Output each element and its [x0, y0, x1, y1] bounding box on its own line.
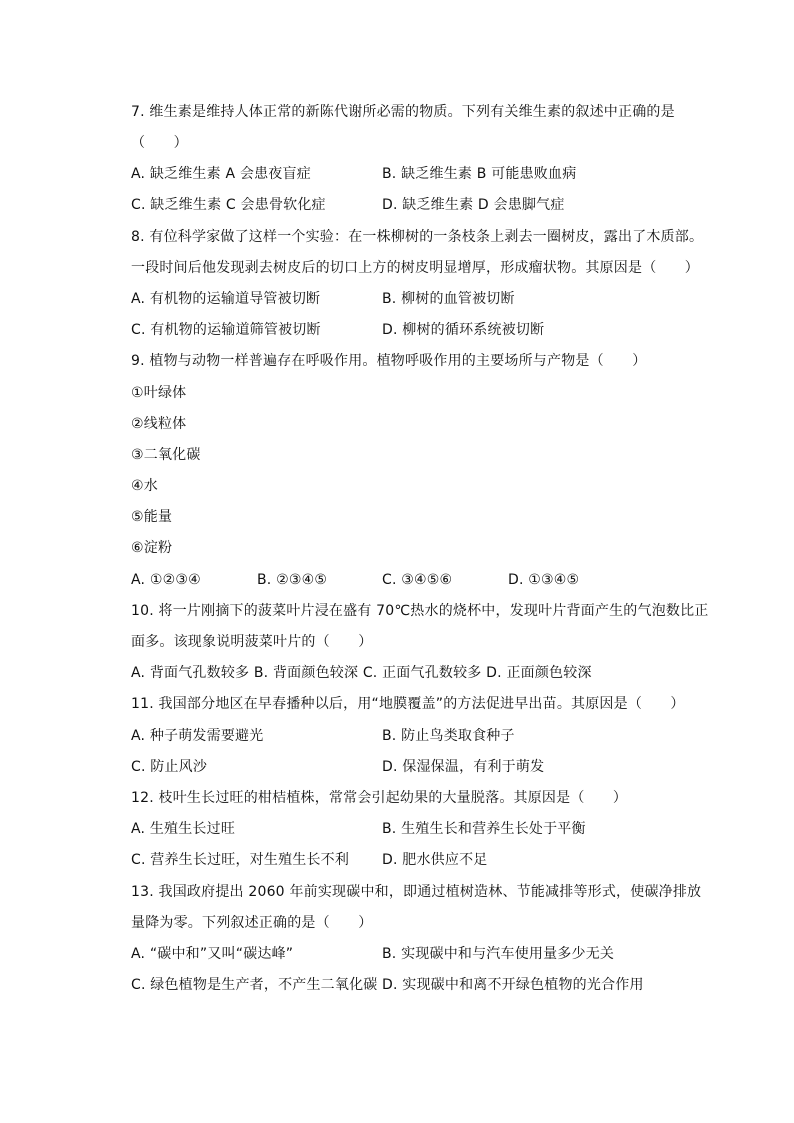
q8-stem-line1: 8. 有位科学家做了这样一个实验：在一株柳树的一条枝条上剥去一圈树皮，露出了木质部。 [131, 229, 704, 245]
q13-stem-line2: 量降为零。下列叙述正确的是（ ） [131, 915, 373, 931]
q7-stem-line2: （ ） [131, 135, 188, 151]
q12-option-a: A. 生殖生长过旺 [131, 821, 236, 837]
q11-option-b: B. 防止鸟类取食种子 [382, 728, 515, 744]
q9-item: ③二氧化碳 [131, 447, 201, 463]
q9-item: ⑥淀粉 [131, 540, 173, 556]
q10-options: A. 背面气孔数较多 B. 背面颜色较深 C. 正面气孔数较多 D. 正面颜色较深 [131, 665, 592, 681]
q9-option-c: C. ③④⑤⑥ [382, 572, 453, 588]
q9-option-a: A. ①②③④ [131, 572, 201, 588]
q9-item: ②线粒体 [131, 416, 187, 432]
q9-item: ④水 [131, 478, 158, 494]
q12-stem-line1: 12. 枝叶生长过旺的柑桔植株，常常会引起幼果的大量脱落。其原因是（ ） [131, 790, 628, 806]
q11-stem-line1: 11. 我国部分地区在早春播种以后，用“地膜覆盖”的方法促进早出苗。其原因是（ ） [131, 696, 685, 712]
q9-item: ①叶绿体 [131, 385, 187, 401]
q7-stem-line1: 7. 维生素是维持人体正常的新陈代谢所必需的物质。下列有关维生素的叙述中正确的是 [131, 104, 675, 120]
q9-item: ⑤能量 [131, 509, 173, 525]
q11-option-a: A. 种子萌发需要避光 [131, 728, 264, 744]
q13-option-b: B. 实现碳中和与汽车使用量多少无关 [382, 946, 615, 962]
q7-option-a: A. 缺乏维生素 A 会患夜盲症 [131, 166, 311, 182]
q8-option-a: A. 有机物的运输道导管被切断 [131, 291, 321, 307]
q9-option-b: B. ②③④⑤ [257, 572, 328, 588]
q12-option-b: B. 生殖生长和营养生长处于平衡 [382, 821, 586, 837]
q8-option-b: B. 柳树的血管被切断 [382, 291, 515, 307]
q12-option-d: D. 肥水供应不足 [382, 852, 488, 868]
q9-option-d: D. ①③④⑤ [508, 572, 580, 588]
q13-option-c: C. 绿色植物是生产者，不产生二氧化碳 [131, 977, 378, 993]
q7-option-c: C. 缺乏维生素 C 会患骨软化症 [131, 197, 326, 213]
q9-stem-line1: 9. 植物与动物一样普遍存在呼吸作用。植物呼吸作用的主要场所与产物是（ ） [131, 353, 647, 369]
q12-option-c: C. 营养生长过旺，对生殖生长不利 [131, 852, 350, 868]
q13-option-d: D. 实现碳中和离不开绿色植物的光合作用 [382, 977, 644, 993]
q11-option-d: D. 保湿保温，有利于萌发 [382, 759, 545, 775]
q10-stem-line1: 10. 将一片刚摘下的菠菜叶片浸在盛有 70℃热水的烧杯中，发现叶片背面产生的气泡数比正 [131, 603, 709, 619]
q8-option-d: D. 柳树的循环系统被切断 [382, 322, 545, 338]
q8-stem-line2: 一段时间后他发现剥去树皮后的切口上方的树皮明显增厚，形成瘤状物。其原因是（ ） [131, 260, 699, 276]
q7-option-b: B. 缺乏维生素 B 可能患败血病 [382, 166, 577, 182]
q8-option-c: C. 有机物的运输道筛管被切断 [131, 322, 321, 338]
q13-option-a: A. “碳中和”又叫“碳达峰” [131, 946, 294, 962]
q13-stem-line1: 13. 我国政府提出 2060 年前实现碳中和，即通过植树造林、节能减排等形式，使碳净排放 [131, 884, 702, 900]
q10-stem-line2: 面多。该现象说明菠菜叶片的（ ） [131, 634, 373, 650]
q7-option-d: D. 缺乏维生素 D 会患脚气症 [382, 197, 565, 213]
q11-option-c: C. 防止风沙 [131, 759, 208, 775]
